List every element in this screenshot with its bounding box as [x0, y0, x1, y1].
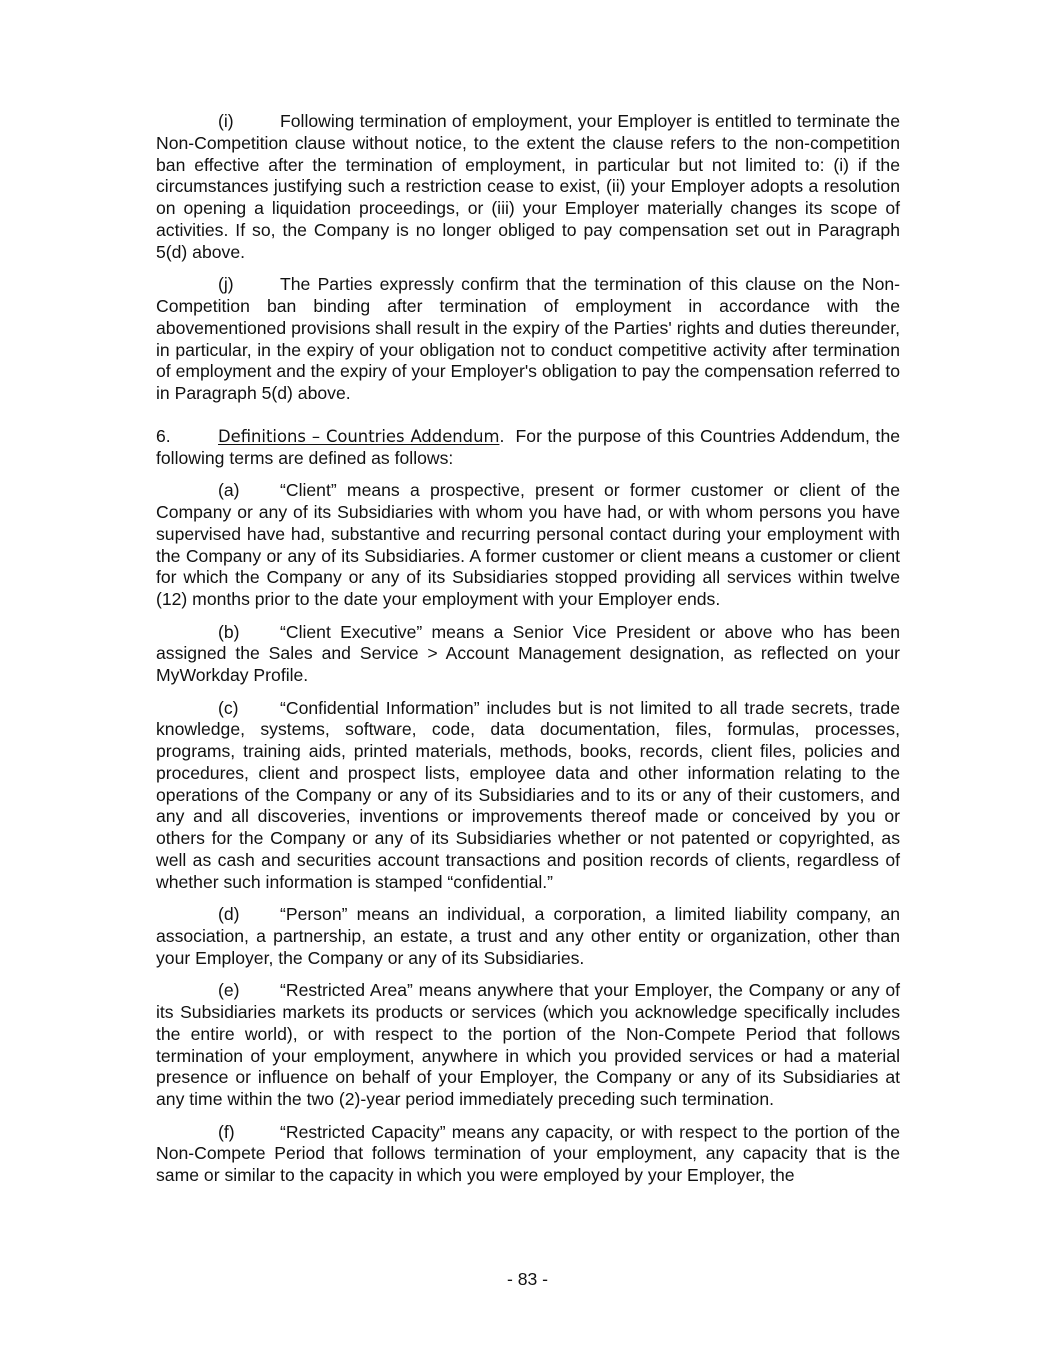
definition-d: [156, 904, 900, 969]
paragraph-j: [156, 274, 900, 405]
definition-text: “Restricted Area” means anywhere that your Employer, the Company or any of its Subsidiaries markets its products or services (which you acknowledge specifically includes the entire world), or with respect to the portion of the Non-Compete Period that follows termination of your employment, anywhere in which you provided services or had a material presence or influence on behalf of your Employer, the Company or any of its Subsidiaries at any time within the two (2)-year period immediately preceding such termination.: [156, 980, 900, 1110]
page-number: - 83 -: [506, 1269, 549, 1289]
definition-c: [156, 698, 900, 894]
definition-label: (b): [218, 621, 240, 642]
section-6-heading: [156, 426, 900, 470]
paragraph-text: The Parties expressly confirm that the termination of this clause on the Non-Competition ban binding after termination of employment in accordance with the abovementioned provisions shall result in the expiry of the Parties' rights and duties thereunder, in particular, in the expiry of your obligation not to conduct competitive activity after termination of employment and the expiry of your Employer's obligation to pay the compensation referred to in Paragraph 5(d) above.: [156, 274, 900, 404]
definition-e: [156, 980, 900, 1111]
definition-a: [156, 480, 900, 611]
section-intro: For the purpose of this Countries Addendum, the following terms are defined as follows:: [156, 425, 901, 468]
document-page: [156, 111, 900, 1198]
paragraph-label: (i): [218, 111, 234, 131]
definition-label: (d): [218, 904, 240, 925]
section-title: Definitions – Countries Addendum: [218, 426, 500, 446]
definition-label: (e): [218, 980, 240, 1001]
paragraph-label: (j): [218, 274, 234, 295]
definition-label: (c): [218, 697, 239, 718]
definition-text: “Restricted Capacity” means any capacity, or with respect to the portion of the Non-Compete Period that follows termination of your employment, any capacity that is the same or similar to the capacity in which you were employed by your Employer, the: [156, 1121, 900, 1186]
definition-text: “Client Executive” means a Senior Vice President or above who has been assigned the Sales and Service > Account Management designation, as reflected on your MyWorkday Profile.: [156, 621, 900, 686]
definition-b: [156, 622, 900, 687]
definition-label: (f): [218, 1121, 235, 1142]
paragraph-i: [156, 111, 900, 264]
section-title-period: .: [499, 425, 505, 446]
definition-text: “Client” means a prospective, present or former customer or client of the Company or any of its Subsidiaries with whom you have had, or with whom persons you have supervised have had, substantive and recurring personal contact during your employment with the Company or any of its Subsidiaries. A former customer or client means a customer or client for which the Company or any of its Subsidiaries stopped providing all services within twelve (12) months prior to the date your employment with your Employer ends.: [156, 480, 900, 610]
definition-text: “Confidential Information” includes but is not limited to all trade secrets, trade knowledge, systems, software, code, data documentation, files, formulas, processes, programs, training aids, printed materials, methods, books, records, client files, policies and procedures, client and prospect lists, employee data and other information relating to the operations of the Company or any of its Subsidiaries and to its or any of their customers, and any and all discoveries, inventions or improvements thereof made or conceived by you or others for the Company or any of its Subsidiaries whether or not patented or copyrighted, as well as cash and securities account transactions and position records of clients, regardless of whether such information is stamped “confidential.”: [156, 697, 900, 892]
paragraph-text: Following termination of employment, your Employer is entitled to terminate the Non-Competition clause without notice, to the extent the clause refers to the non-competition ban effective after the termination of employment, in particular but not limited to: (i) if the circumstances justifying such a restriction cease to exist, (ii) your Employer adopts a resolution on opening a liquidation proceedings, or (iii) your Employer materially changes its scope of activities. If so, the Company is no longer obliged to pay compensation set out in Paragraph 5(d) above.: [156, 111, 900, 262]
definition-label: (a): [218, 480, 240, 501]
definition-text: “Person” means an individual, a corporation, a limited liability company, an association, a partnership, an estate, a trust and any other entity or organization, other than your Employer, the Company or any of its Subsidiaries.: [156, 904, 900, 968]
section-number: 6.: [156, 425, 171, 446]
definition-f: [156, 1122, 900, 1187]
